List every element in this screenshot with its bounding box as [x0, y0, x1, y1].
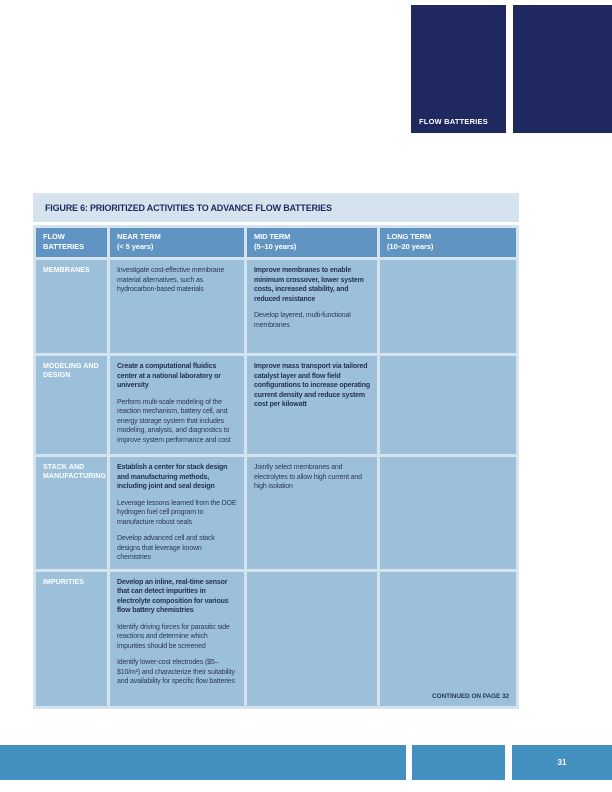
cell-stack-long-term	[380, 457, 516, 569]
footer-bar-main	[0, 745, 406, 780]
column-header-title: NEAR TERM	[117, 232, 161, 241]
activity-text: Create a computational fluidics center at a national laboratory or university	[117, 363, 221, 389]
cell-impurities-long-term	[380, 572, 516, 706]
cell-stack-mid-term	[247, 457, 377, 569]
column-header-long-term	[380, 228, 516, 257]
row-label-modeling-and-design: MODELING AND DESIGN	[36, 356, 107, 454]
cell-membranes-mid-term	[247, 260, 377, 353]
continued-note: CONTINUED ON PAGE 32	[432, 692, 509, 700]
prioritized-activities-table	[33, 225, 519, 709]
cell-membranes-near-term	[110, 260, 244, 353]
activity-text: Identify driving forces for parasitic side reactions and determine which impurities should be screened	[117, 623, 230, 650]
figure-6-panel	[33, 193, 519, 709]
decorative-navy-box	[513, 5, 612, 133]
activity-text: Develop advanced cell and stack designs that leverage known chemistries	[117, 535, 215, 561]
column-header-title: FLOW	[43, 232, 65, 241]
activity-text: Improve membranes to enable minimum crossover, lower system costs, increased stability, and reduced resistance	[254, 267, 364, 303]
row-label-impurities: IMPURITIES	[36, 572, 107, 706]
activity-text: Jointly select membranes and electrolytes to allow high current and high isolation	[254, 464, 362, 490]
column-header-sub: (10–20 years)	[387, 241, 434, 251]
cell-modeling-near-term	[110, 356, 244, 454]
activity-text: Develop layered, multi-functional membranes	[254, 312, 351, 329]
cell-stack-near-term	[110, 457, 244, 569]
cell-impurities-mid-term	[247, 572, 377, 706]
column-header-mid-term	[247, 228, 377, 257]
activity-text: Perform multi-scale modeling of the reaction mechanism, battery cell, and energy storage system that includes modeling, analysis, and diagnostics to improve system performance and cost	[117, 398, 231, 444]
column-header-sub: BATTERIES	[43, 241, 85, 251]
row-label-membranes: MEMBRANES	[36, 260, 107, 353]
activity-text: Leverage lessons learned from the DOE hydrogen fuel cell program to manufacture robust seals	[117, 499, 237, 526]
column-header-title: LONG TERM	[387, 232, 432, 241]
activity-text: Establish a center for stack design and manufacturing methods, including joint and seal design	[117, 464, 228, 490]
column-header-sub: (5–10 years)	[254, 241, 297, 251]
cell-impurities-near-term	[110, 572, 244, 706]
figure-title: FIGURE 6: PRIORITIZED ACTIVITIES TO ADVANCE FLOW BATTERIES	[45, 202, 332, 213]
figure-title-band	[33, 193, 519, 222]
column-header-flow-batteries	[36, 228, 107, 257]
column-header-title: MID TERM	[254, 232, 291, 241]
activity-text: Investigate cost-effective membrane material alternatives, such as hydrocarbon-based materials	[117, 267, 225, 293]
column-header-near-term	[110, 228, 244, 257]
activity-text: Identify lower-cost electrodes ($5–$10/m²) and characterize their suitability and availability for specific flow batteries	[117, 659, 235, 685]
chapter-tab-flow-batteries	[411, 5, 506, 133]
activity-text: Improve mass transport via tailored catalyst layer and flow field configurations to increase operating current density and reduce system cost per kilowatt	[254, 363, 370, 408]
cell-modeling-long-term	[380, 356, 516, 454]
activity-text: Develop an inline, real-time sensor that can detect impurities in electrolyte composition for various flow battery chemistries	[117, 578, 229, 614]
footer-bar-middle	[412, 745, 505, 780]
chapter-tab-label: FLOW BATTERIES	[419, 117, 488, 126]
cell-membranes-long-term	[380, 260, 516, 353]
cell-modeling-mid-term	[247, 356, 377, 454]
page-number: 31	[557, 758, 567, 767]
column-header-sub: (< 5 years)	[117, 241, 154, 251]
footer-bar-page-number	[512, 745, 612, 780]
row-label-stack-and-manufacturing: STACK AND MANUFACTURING	[36, 457, 107, 569]
